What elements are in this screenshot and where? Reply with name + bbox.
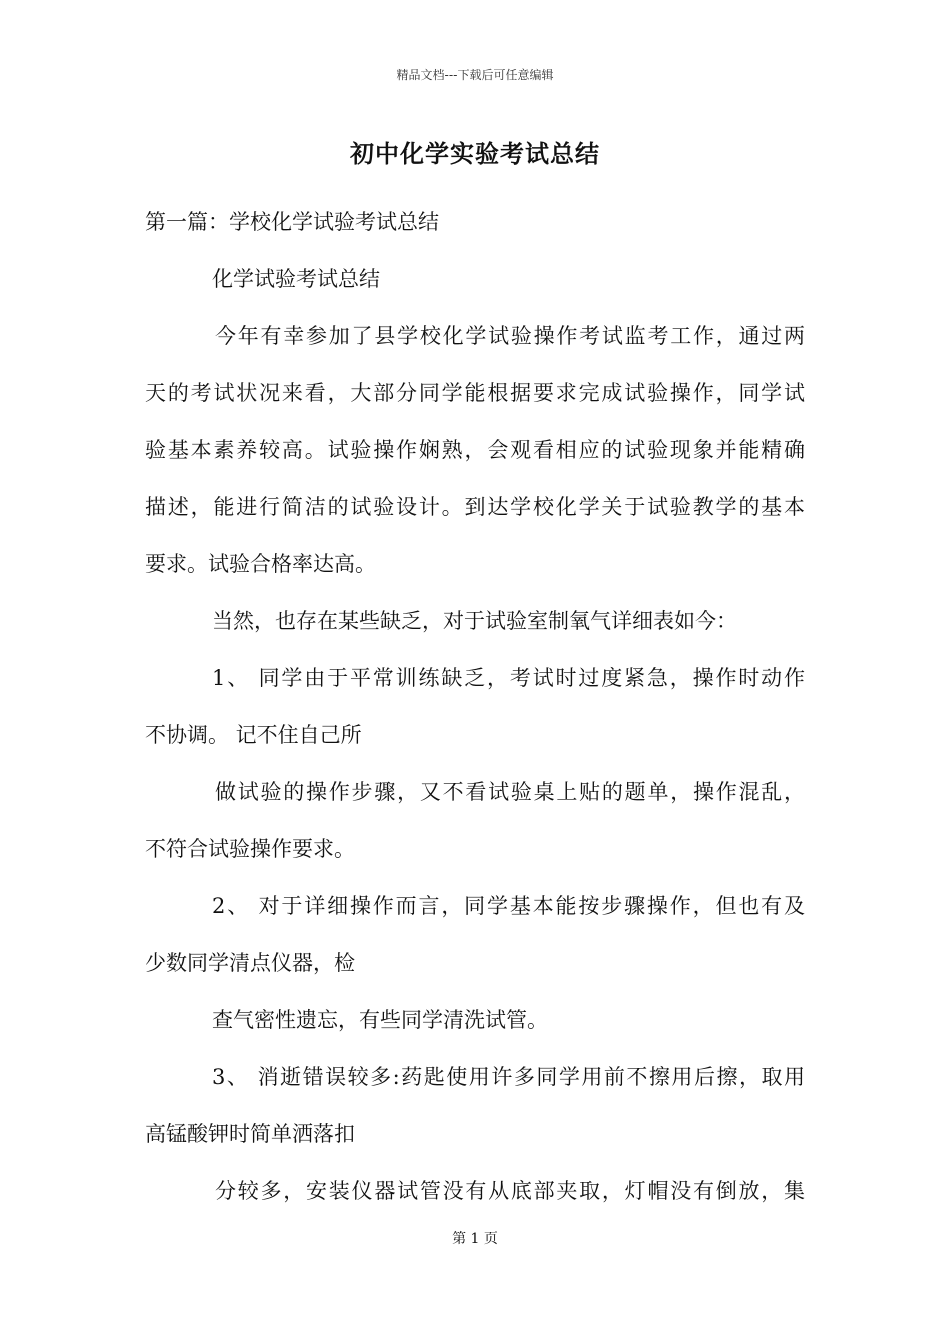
paragraph-line: 要求。试验合格率达高。 (145, 552, 376, 576)
paragraph-line: 今年有幸参加了县学校化学试验操作考试监考工作，通过两 (215, 324, 805, 348)
paragraph-line: 做试验的操作步骤，又不看试验桌上贴的题单，操作混乱， (215, 780, 805, 804)
paragraph-line: 查气密性遗忘，有些同学清洗试管。 (212, 1008, 548, 1032)
list-item-line: 3、 消逝错误较多:药匙使用许多同学用前不擦用后擦，取用 (212, 1065, 805, 1089)
document-title: 初中化学实验考试总结 (350, 139, 600, 168)
paragraph-line: 当然，也存在某些缺乏，对于试验室制氧气详细表如今： (212, 609, 737, 633)
list-item-line: 少数同学清点仪器，检 (145, 951, 355, 975)
section-heading: 第一篇：学校化学试验考试总结 (145, 210, 439, 234)
list-item-line: 2、 对于详细操作而言，同学基本能按步骤操作，但也有及 (212, 894, 805, 918)
paragraph-line: 不符合试验操作要求。 (145, 837, 355, 861)
subheading: 化学试验考试总结 (212, 267, 380, 291)
paragraph-line: 验基本素养较高。试验操作娴熟，会观看相应的试验现象并能精确 (145, 438, 805, 462)
page-header: 精品文档---下载后可任意编辑 (396, 68, 554, 82)
list-item-line: 1、 同学由于平常训练缺乏，考试时过度紧急，操作时动作 (212, 666, 805, 690)
paragraph-line: 天的考试状况来看，大部分同学能根据要求完成试验操作，同学试 (145, 381, 805, 405)
list-item-line: 不协调。 记不住自己所 (145, 723, 362, 747)
paragraph-line: 分较多，安装仪器试管没有从底部夹取，灯帽没有倒放，集 (215, 1179, 805, 1203)
paragraph-line: 描述，能进行简洁的试验设计。到达学校化学关于试验教学的基本 (145, 495, 805, 519)
list-item-line: 高锰酸钾时简单洒落扣 (145, 1122, 355, 1146)
page-number: 第 1 页 (452, 1231, 498, 1247)
document-body (145, 202, 805, 1228)
